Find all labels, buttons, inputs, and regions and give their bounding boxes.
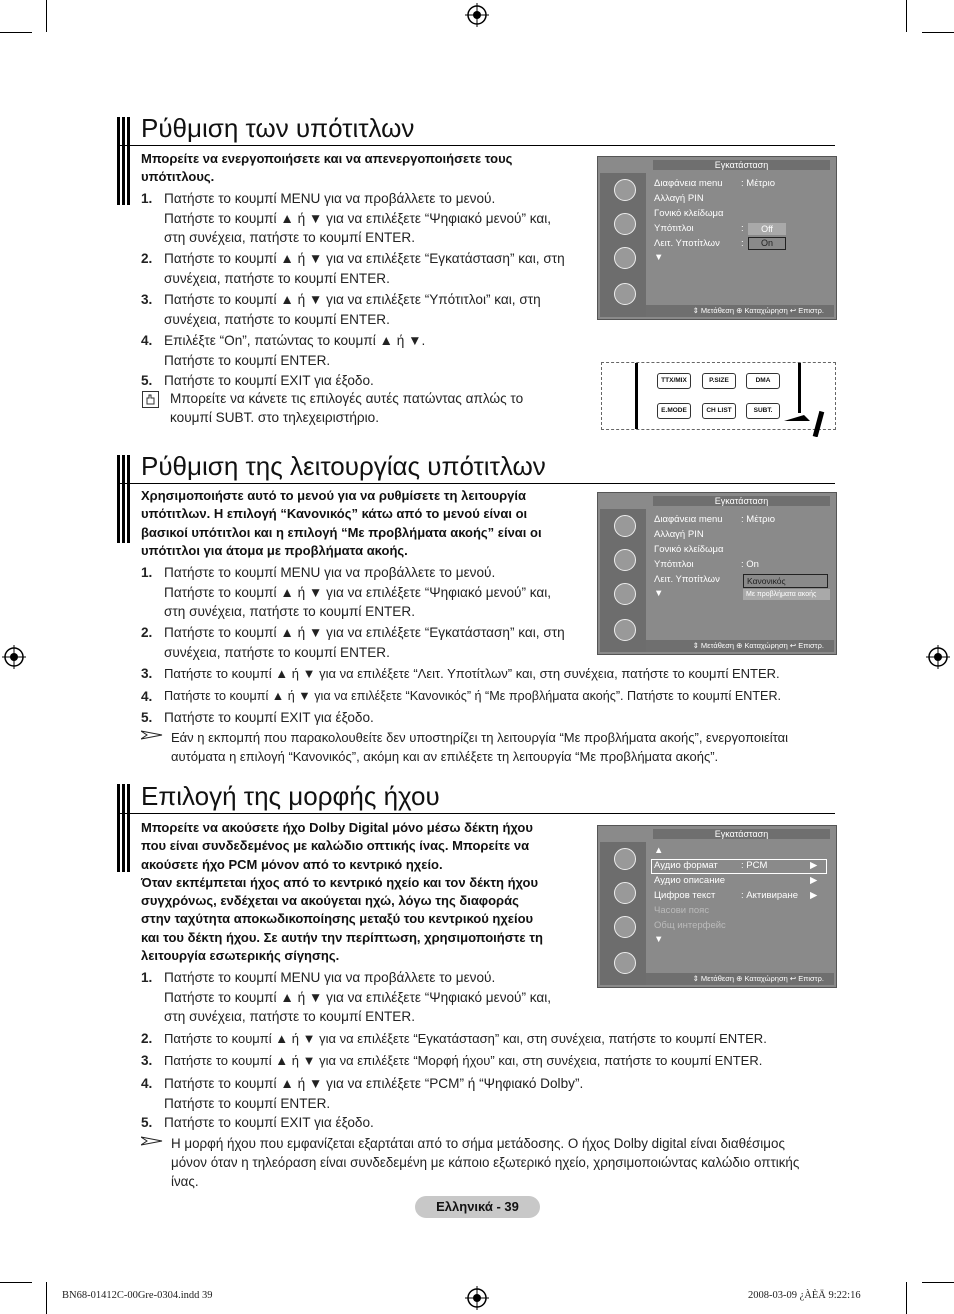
osd-sidebar — [600, 509, 646, 652]
osd-row: ▼ — [654, 252, 664, 263]
remote-button-chlist[interactable]: CH LIST — [702, 403, 736, 419]
osd-option-on[interactable]: On — [748, 237, 786, 250]
crop-mark — [906, 1282, 907, 1314]
osd-menu-audio-format — [597, 825, 837, 988]
remote-button-psize[interactable]: P.SIZE — [702, 373, 736, 389]
input-icon — [614, 952, 636, 974]
osd-row: Αλλαγή PIN — [654, 193, 704, 204]
osd-row: Αλλαγή PIN — [654, 529, 704, 540]
osd-row: Λειτ. Υποτίτλων — [654, 574, 720, 585]
osd-row: Διαφάνεια menu — [654, 178, 723, 189]
registration-mark-icon — [926, 645, 950, 669]
input-icon — [614, 283, 636, 305]
remote-button-ttx-mix[interactable]: TTX/MIX — [657, 373, 691, 389]
setup-icon — [614, 916, 636, 938]
osd-sidebar — [600, 173, 646, 317]
osd-footer: ⇕ Μετάθεση ⊕ Καταχώρηση ↩ Επιστρ. — [646, 973, 834, 985]
registration-mark-icon — [465, 1286, 489, 1310]
osd-row: Аудио формат — [654, 860, 718, 871]
osd-value: : On — [741, 559, 759, 570]
osd-value: : Μέτριο — [741, 514, 775, 525]
osd-option-normal[interactable]: Κανονικός — [743, 574, 828, 588]
registration-mark-icon — [2, 645, 26, 669]
section-title: Ρύθμιση της λειτουργίας υπότιτλων — [141, 451, 546, 481]
crop-mark — [906, 0, 907, 32]
osd-row: Аудио описание — [654, 875, 726, 886]
osd-sidebar — [600, 842, 646, 985]
osd-header: Εγκατάσταση — [653, 496, 830, 506]
osd-row: ▼ — [654, 588, 664, 599]
note-arrow-icon — [141, 730, 163, 740]
remote-button-subt[interactable]: SUBT. — [746, 403, 780, 419]
osd-row: ▼ — [654, 934, 664, 945]
section-bar — [117, 117, 131, 205]
osd-option-off[interactable]: Off — [748, 223, 786, 235]
picture-icon — [614, 848, 636, 870]
section-bar — [117, 784, 131, 872]
remote-button-emode[interactable]: E.MODE — [657, 403, 691, 419]
osd-option-hard-of-hearing[interactable]: Με προβλήματα ακοής — [743, 589, 830, 600]
sound-icon — [614, 882, 636, 904]
note-hand-icon — [142, 391, 159, 408]
section-note: Εάν η εκπομπή που παρακολουθείτε δεν υποστηρίζει τη λειτουργία “Με προβλήματα ακοής”, ενεργοποιείται αυτόματα η επιλογή “Κανονικός”, ακόμη και αν επιλέξετε τη λειτουργία “Με προβλήματα ακοής”. — [171, 730, 789, 764]
remote-button-dma[interactable]: DMA — [746, 373, 780, 389]
osd-menu-subtitle-mode — [597, 492, 837, 655]
crop-mark — [46, 0, 47, 32]
footer-timestamp: 2008-03-09 ¿ÀÈÄ 9:22:16 — [748, 1290, 861, 1301]
osd-row: Γονικό κλείδωμα — [654, 208, 724, 219]
crop-mark — [922, 32, 954, 33]
section-note: Η μορφή ήχου που εμφανίζεται εξαρτάται από το σήμα μετάδοσης. Ο ήχος Dolby digital είναι διαθέσιμος μόνον όταν η τηλεόραση είναι συνδεδεμένη με κάποιο εξωτερικό ηχείο, χρησιμοποιώντας καλώδιο οπτικής ίνας. — [171, 1136, 800, 1189]
osd-value: : PCM — [741, 860, 768, 871]
section-bar — [117, 455, 131, 543]
osd-value: : Активиране — [741, 890, 798, 901]
osd-row: Общ интерфейс — [654, 920, 726, 931]
crop-mark — [46, 1282, 47, 1314]
section-title: Ρύθμιση των υπότιτλων — [141, 113, 415, 143]
osd-value: : Μέτριο — [741, 178, 775, 189]
osd-menu-subtitle — [597, 156, 837, 320]
osd-row: Цифров текст — [654, 890, 716, 901]
chevron-right-icon: ▶ — [810, 860, 818, 871]
osd-footer: ⇕ Μετάθεση ⊕ Καταχώρηση ↩ Επιστρ. — [646, 305, 834, 317]
sound-icon — [614, 549, 636, 571]
section-intro: Μπορείτε να ακούσετε ήχο Dolby Digital μόνο μέσω δέκτη ήχου που είναι συνδεδεμένος με καλώδιο οπτικής ίνας. Μπορείτε να ακούσετε ήχο PCM μόνον από το κεντρικό ηχείο. Όταν εκπέμπεται ήχος από το κεντρικό ηχείο και τον δέκτη ήχου συγχρόνως, ενδέχεται να ακούγεται ηχώ, λόγω της διαφοράς στην ταχύτητα αποκωδικοποίησης μεταξύ του κεντρικού ηχείου και του δέκτη ήχου. Σε αυτήν την περίπτωση, χρησιμοποιήστε τη λειτουργία εσωτερικής σίγησης. — [141, 820, 543, 964]
section-intro: Μπορείτε να ενεργοποιήσετε και να απενεργοποιήσετε τους υπότιτλους. — [141, 151, 513, 185]
osd-row: Γονικό κλείδωμα — [654, 544, 724, 555]
section-intro: Χρησιμοποιήστε αυτό το μενού για να ρυθμίσετε τη λειτουργία υπότιτλων. Η επιλογή “Κανονικός” κάτω από το μενού είναι οι βασικοί υπότιτλοι και η επιλογή “Με προβλήματα ακοής” είναι οι υπότιτλοι για άτομα με προβλήματα ακοής. — [141, 488, 542, 558]
setup-icon — [614, 247, 636, 269]
setup-icon — [614, 583, 636, 605]
section-rule — [117, 483, 835, 484]
pointer-arrow-icon — [782, 407, 832, 437]
chevron-right-icon: ▶ — [810, 875, 818, 886]
osd-header: Εγκατάσταση — [653, 829, 830, 839]
osd-row: Διαφάνεια menu — [654, 514, 723, 525]
picture-icon — [614, 179, 636, 201]
osd-row: ▲ — [654, 845, 664, 856]
section-title: Επιλογή της μορφής ήχου — [141, 781, 440, 811]
osd-footer: ⇕ Μετάθεση ⊕ Καταχώρηση ↩ Επιστρ. — [646, 640, 834, 652]
picture-icon — [614, 515, 636, 537]
section-note: Μπορείτε να κάνετε τις επιλογές αυτές πατώντας απλώς το κουμπί SUBT. στο τηλεχειριστήριο. — [170, 391, 524, 425]
chevron-right-icon: ▶ — [810, 890, 818, 901]
osd-row: Λειτ. Υποτίτλων — [654, 238, 720, 249]
crop-mark — [0, 1282, 32, 1283]
osd-row: Υπότιτλοι — [654, 559, 694, 570]
osd-header: Εγκατάσταση — [653, 160, 830, 170]
page-number: Ελληνικά - 39 — [415, 1196, 540, 1218]
section-rule — [117, 813, 835, 814]
osd-value: : — [741, 238, 744, 249]
input-icon — [614, 619, 636, 641]
footer-file-info: BN68-01412C-00Gre-0304.indd 39 — [62, 1290, 213, 1301]
crop-mark — [922, 1282, 954, 1283]
registration-mark-icon — [465, 3, 489, 27]
sound-icon — [614, 213, 636, 235]
osd-row: Υπότιτλοι — [654, 223, 694, 234]
section-rule — [117, 145, 835, 146]
remote-control-illustration — [601, 362, 836, 430]
note-arrow-icon — [141, 1136, 163, 1146]
crop-mark — [0, 32, 32, 33]
osd-row: Часови пояс — [654, 905, 710, 916]
osd-value: : — [741, 223, 744, 234]
